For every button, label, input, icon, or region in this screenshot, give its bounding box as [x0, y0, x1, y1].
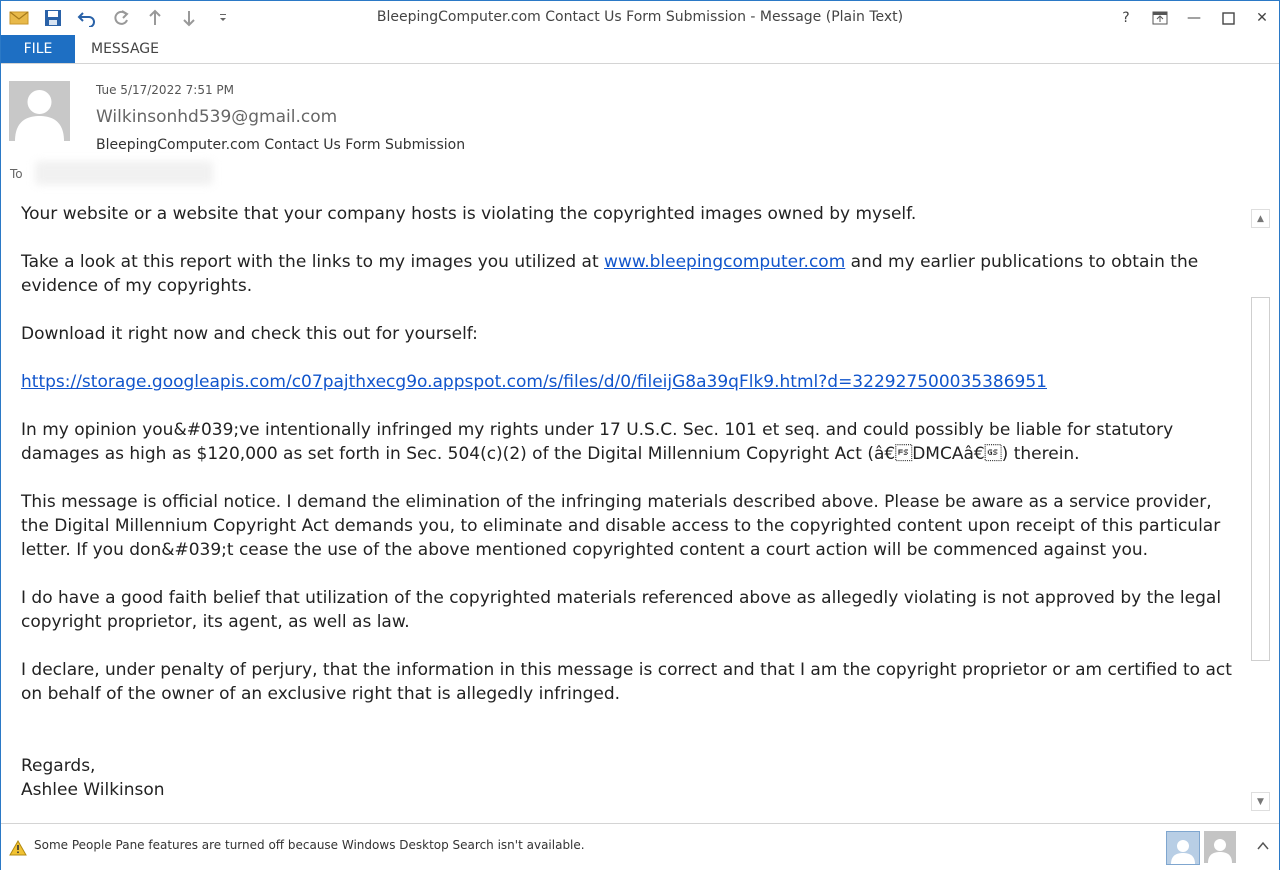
body-paragraph: In my opinion you&#039;ve intentionally infringed my rights under 17 U.S.C. Sec. 101 et seq. and could possibly be liable for statutory damages as high as $120,000 as set forth in Sec. 504(c)(2) of the Digital Millennium Copyright Act (â€ DMCAâ€ ) therein. [21, 420, 1174, 464]
person-icon[interactable] [1166, 831, 1200, 865]
help-button[interactable]: ? [1122, 10, 1130, 26]
vertical-scrollbar[interactable] [1251, 209, 1269, 811]
people-pane-status [1, 823, 1279, 870]
scroll-down-button[interactable]: ▼ [1251, 792, 1270, 811]
sender-address[interactable]: Wilkinsonhd539@gmail.com [96, 107, 338, 127]
bleepingcomputer-link[interactable]: www.bleepingcomputer.com [604, 252, 846, 272]
sender-avatar-icon [9, 81, 70, 141]
body-text: and my earlier publications to obtain the evidence of my copyrights. [21, 252, 1199, 296]
body-paragraph [21, 370, 1243, 394]
status-message: Some People Pane features are turned off because Windows Desktop Search isn't available. [34, 838, 585, 852]
person-icon[interactable] [1204, 831, 1236, 863]
message-body [21, 202, 1243, 818]
recipient-redacted [35, 161, 213, 185]
scroll-thumb[interactable] [1251, 297, 1270, 661]
message-subject: BleepingComputer.com Contact Us Form Submission [96, 137, 466, 153]
ribbon-tabs [1, 35, 1279, 64]
close-button[interactable]: ✕ [1256, 10, 1268, 26]
to-label: To [10, 167, 23, 181]
signature-line: Ashlee Wilkinson [21, 780, 165, 800]
window-controls [1115, 7, 1273, 29]
storage-link[interactable]: https://storage.googleapis.com/c07pajthxecg9o.appspot.com/s/files/d/0/fileijG8a39qFlk9.html?d=322927500035386951 [21, 372, 1047, 392]
tab-file[interactable]: FILE [1, 35, 75, 63]
signature-line: Regards, [21, 756, 96, 776]
body-paragraph: This message is official notice. I demand the elimination of the infringing materials described above. Please be aware as a service provider, the Digital Millennium Copyright Act demands you, to eliminate and disable access to the copyrighted content upon receipt of this particular letter. If you don&#039;t cease the use of the above mentioned copyrighted content a court action will be commenced against you. [21, 492, 1221, 560]
signature [21, 754, 1243, 802]
ribbon-display-options-icon[interactable] [1149, 7, 1171, 29]
minimize-button[interactable]: — [1187, 10, 1201, 26]
scroll-up-button[interactable]: ▲ [1251, 209, 1270, 228]
body-paragraph: I do have a good faith belief that utilization of the copyrighted materials referenced above as allegedly violating is not approved by the legal copyright proprietor, its agent, as well as law. [21, 588, 1222, 632]
chevron-up-icon[interactable] [1257, 840, 1269, 854]
body-paragraph [21, 250, 1243, 298]
tab-message[interactable]: MESSAGE [91, 41, 159, 57]
maximize-icon[interactable] [1217, 7, 1239, 29]
title-bar [1, 1, 1279, 35]
body-paragraph: I declare, under penalty of perjury, that the information in this message is correct and that I am the copyright proprietor or am certified to act on behalf of the owner of an exclusive right that is allegedly infringed. [21, 660, 1232, 704]
warning-icon [9, 840, 27, 860]
body-paragraph: Your website or a website that your company hosts is violating the copyrighted images owned by myself. [21, 204, 917, 224]
body-text: Take a look at this report with the links to my images you utilized at [21, 252, 605, 272]
body-paragraph: Download it right now and check this out for yourself: [21, 324, 478, 344]
message-date: Tue 5/17/2022 7:51 PM [96, 83, 235, 97]
window-title: BleepingComputer.com Contact Us Form Submission - Message (Plain Text) [376, 9, 904, 25]
